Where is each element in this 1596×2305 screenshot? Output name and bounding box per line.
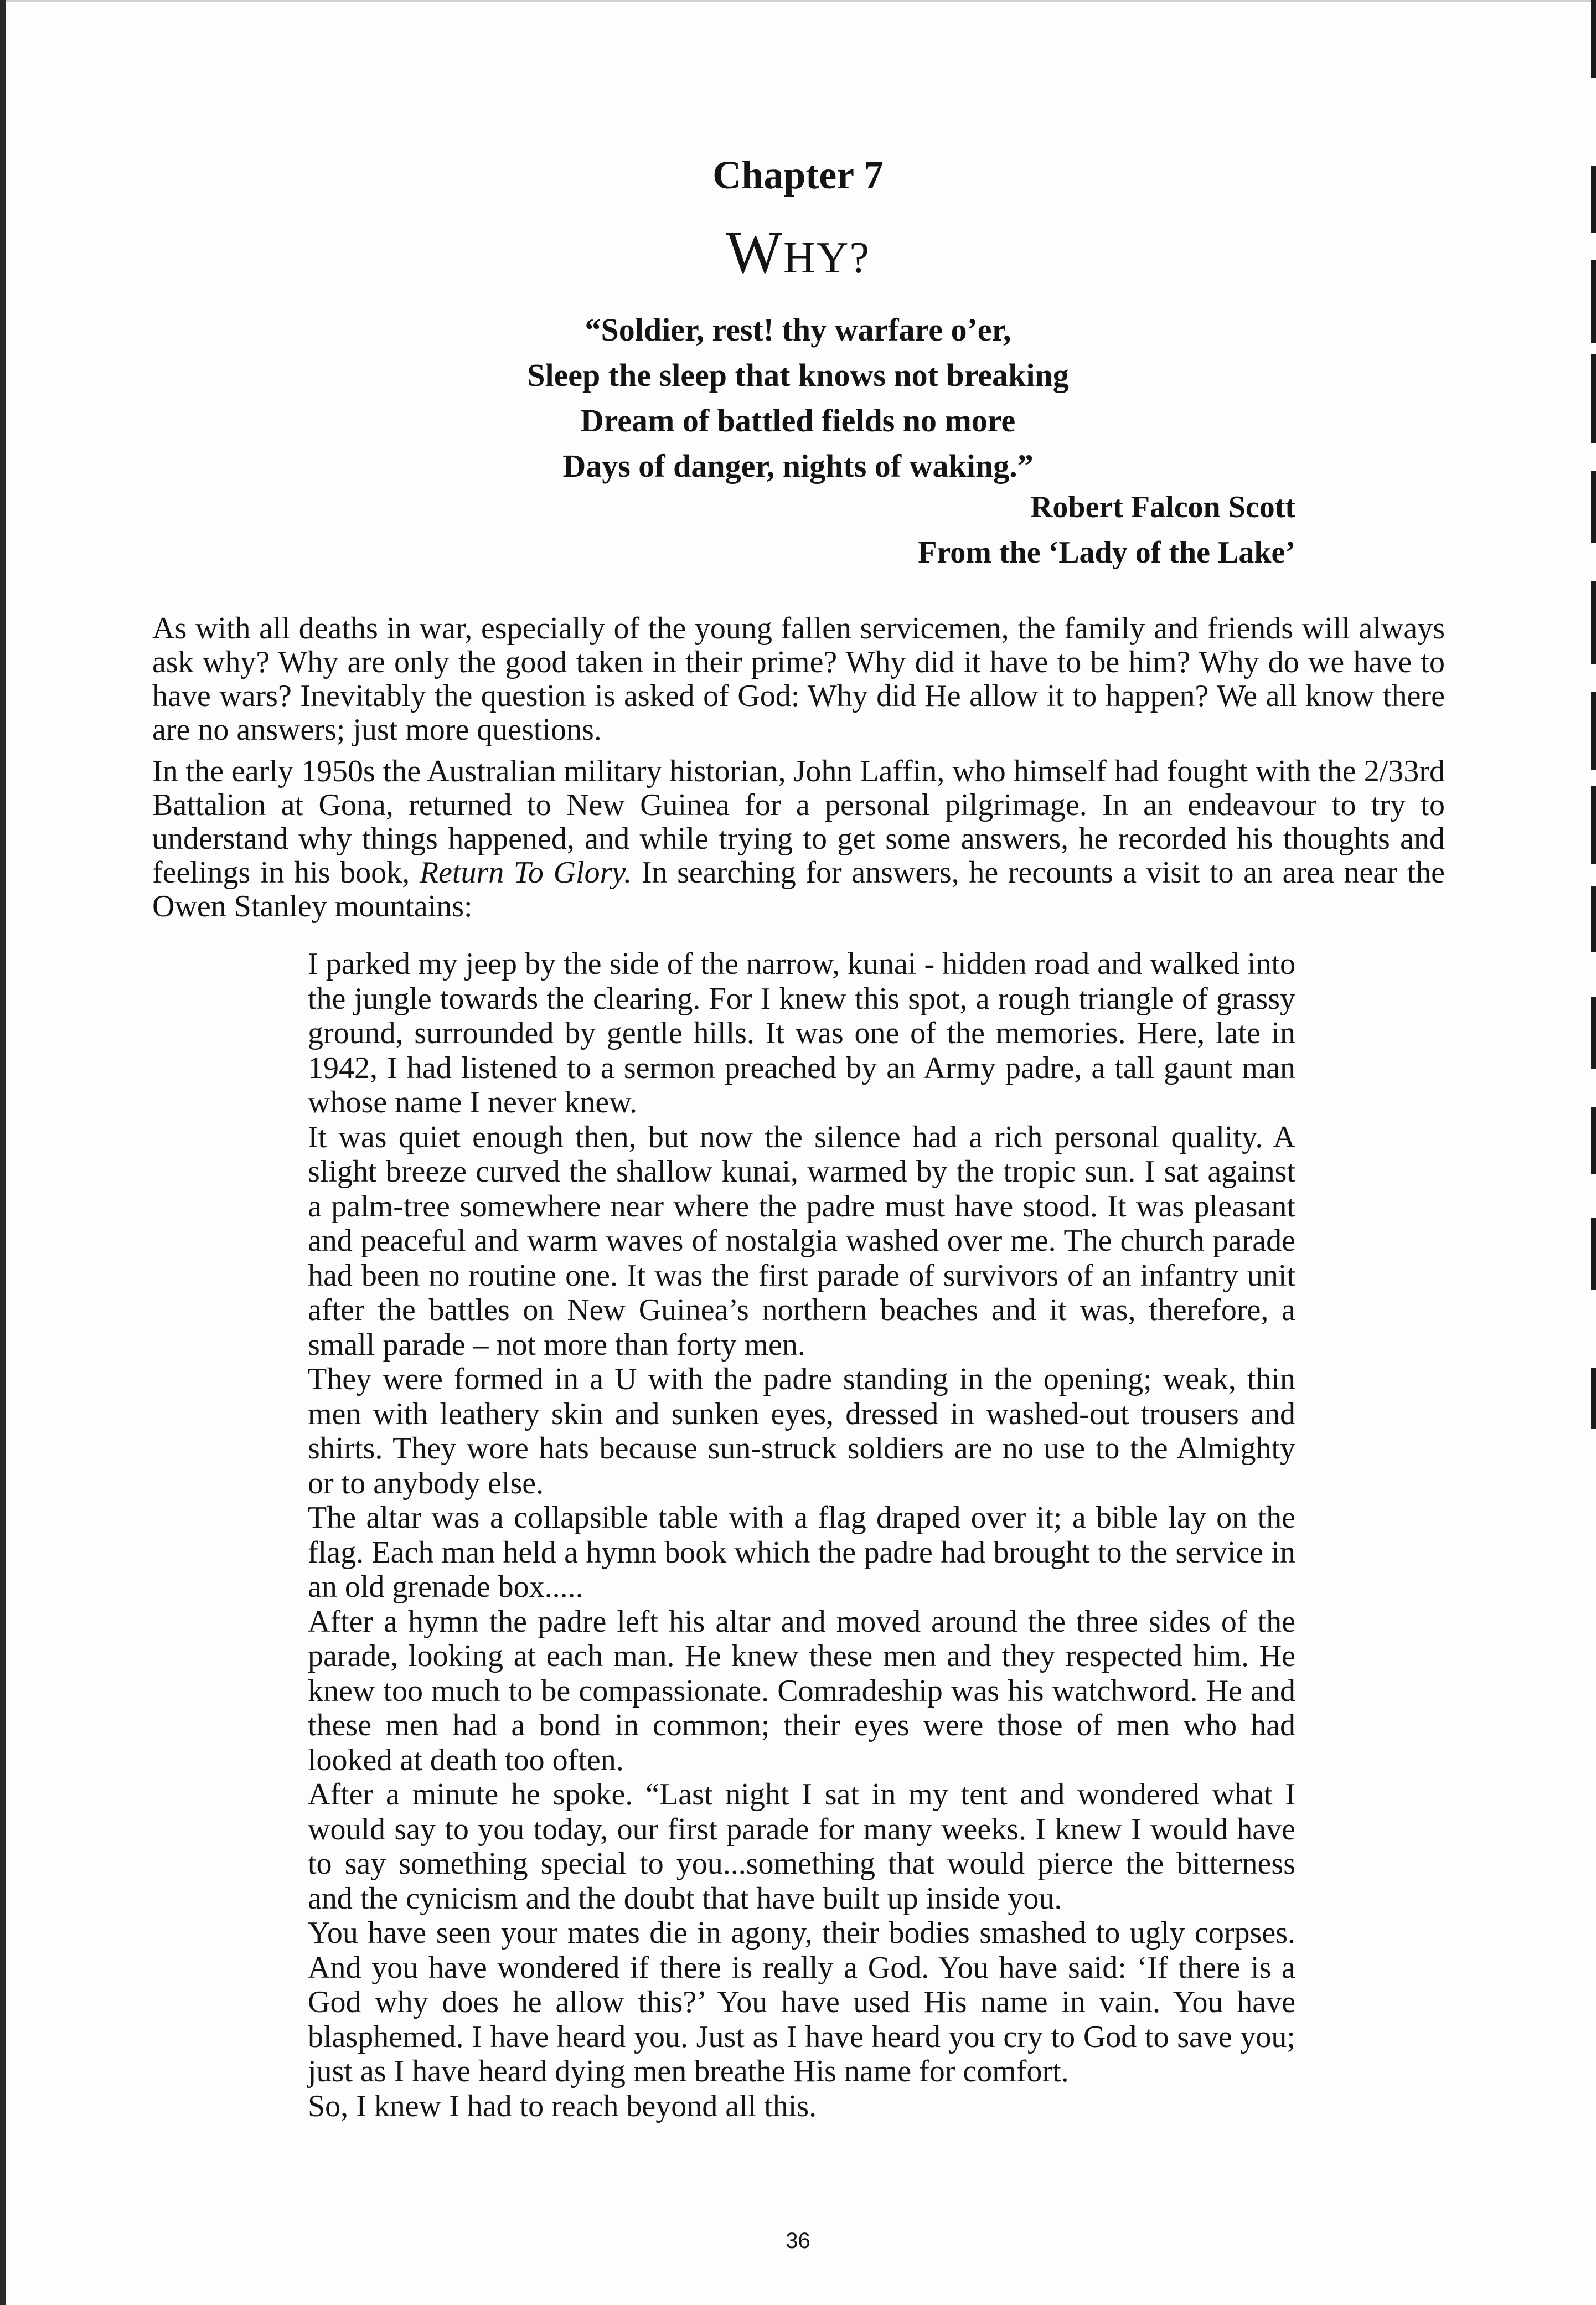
epigraph-source: From the ‘Lady of the Lake’	[918, 535, 1295, 570]
chapter-label: Chapter 7	[712, 153, 884, 197]
quote-paragraph: The altar was a collapsible table with a flag draped over it; a bible lay on the flag. Each man held a hymn book which the padre had brought to the service in an old grenade box.....	[308, 1500, 1295, 1604]
body-text-run: In searching for answers, he recounts a visit to an area near the Owen Stanley mountains:	[152, 855, 1445, 924]
epigraph-author: Robert Falcon Scott	[1030, 490, 1295, 524]
quote-paragraph: You have seen your mates die in agony, their bodies smashed to ugly corpses. And you have wondered if there is really a God. You have said: ‘If there is a God why does he allow this?’ You have used His name in vain. You have blasphemed. I have heard you. Just as I have heard you cry to God to save you; just as I have heard dying men breathe His name for comfort.	[308, 1916, 1295, 2089]
book-title: Return To Glory.	[419, 855, 632, 890]
page-number: 36	[786, 2229, 810, 2253]
epigraph-line: Dream of battled fields no more	[580, 403, 1016, 439]
epigraph-attribution	[918, 484, 1295, 575]
body-paragraph: As with all deaths in war, especially of the young fallen servicemen, the family and friends will always ask why? Why are only the good taken in their prime? Why did it have to be him? Why do we have to have wars? Inevitably the question is asked of God: Why did He allow it to happen? We all know there are no answers; just more questions.	[152, 611, 1445, 747]
body-paragraph	[152, 755, 1445, 924]
block-quote	[308, 947, 1295, 2123]
scan-edge-top	[0, 0, 1596, 2]
epigraph-line: “Soldier, rest! thy warfare o’er,	[585, 312, 1011, 348]
quote-paragraph: After a hymn the padre left his altar and moved around the three sides of the parade, looking at each man. He knew these men and they respected him. He knew too much to be compassionate. Comradeship was his watchword. He and these men had a bond in common; their eyes were those of men who had looked at death too often.	[308, 1604, 1295, 1777]
chapter-title-initial: W	[726, 220, 783, 286]
chapter-title	[0, 219, 1596, 287]
quote-paragraph: After a minute he spoke. “Last night I sat in my tent and wondered what I would say to you today, our first parade for many weeks. I knew I would have to say something special to you...something that would pierce the bitterness and the cynicism and the doubt that have built up inside you.	[308, 1777, 1295, 1916]
chapter-title-rest: HY?	[783, 234, 870, 282]
epigraph	[0, 307, 1596, 489]
quote-paragraph: It was quiet enough then, but now the silence had a rich personal quality. A slight breeze curved the shallow kunai, warmed by the tropic sun. I sat against a palm-tree somewhere near where the padre must have stood. It was pleasant and peaceful and warm waves of nostalgia washed over me. The church parade had been no routine one. It was the first parade of survivors of an infantry unit after the battles on New Guinea’s northern beaches and it was, therefore, a small parade – not more than forty men.	[308, 1120, 1295, 1362]
quote-paragraph: They were formed in a U with the padre standing in the opening; weak, thin men with leathery skin and sunken eyes, dressed in washed-out trousers and shirts. They wore hats because sun-struck soldiers are no use to the Almighty or to anybody else.	[308, 1362, 1295, 1500]
epigraph-line: Sleep the sleep that knows not breaking	[527, 357, 1069, 393]
quote-paragraph: I parked my jeep by the side of the narrow, kunai - hidden road and walked into the jungle towards the clearing. For I knew this spot, a rough triangle of grassy ground, surrounded by gentle hills. It was one of the memories. Here, late in 1942, I had listened to a sermon preached by an Army padre, a tall gaunt man whose name I never knew.	[308, 947, 1295, 1120]
epigraph-line: Days of danger, nights of waking.”	[562, 448, 1034, 484]
body-text-run: In the early 1950s the Australian military historian, John Laffin, who himself had fought with the 2/33rd Battalion at Gona, returned to New Guinea for a personal pilgrimage. In an endeavour to try to understand why things happened, and while trying to get some answers, he recorded his thoughts and feelings in his book,	[152, 754, 1445, 890]
quote-paragraph: So, I knew I had to reach beyond all this.	[308, 2089, 817, 2123]
body-text	[152, 612, 1445, 931]
